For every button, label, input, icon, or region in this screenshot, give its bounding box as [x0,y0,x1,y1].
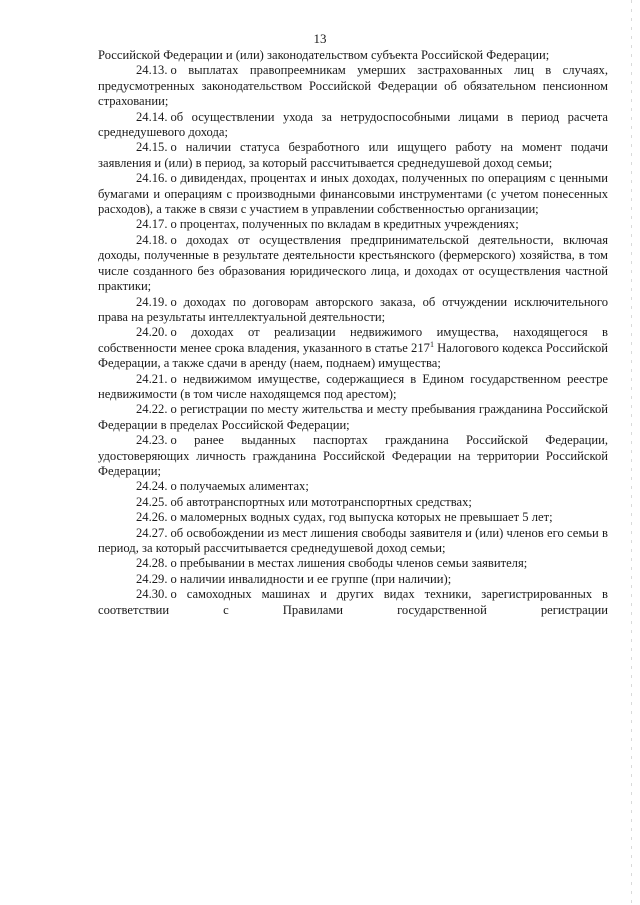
item-text: о доходах от осуществления предпринимательской деятельности, включая доходы, полученные в результате деятельности крестьянского (фермерского) хозяйства, в том числе созданного без образования юридического лица, и доходах от осуществления частной практики; [98,232,608,294]
list-item [98,433,608,479]
item-number: 24.24. [136,479,168,494]
item-text: о пребывании в местах лишения свободы членов семьи заявителя; [170,556,528,571]
page-number: 13 [313,31,327,46]
item-number: 24.23. [136,433,168,448]
list-item [98,495,608,510]
item-number: 24.17. [136,217,168,232]
list-item [98,572,608,587]
list-item [98,233,608,295]
item-number: 24.15. [136,140,168,155]
scan-edge-artifact [631,0,632,905]
list-item [98,325,608,371]
item-number: 24.30. [136,587,168,602]
item-text: о дивидендах, процентах и иных доходах, полученных по операциям с ценными бумагами и операциям с производными финансовыми инструментами (с учетом понесенных расходов), а также в связи с участием в управлении собственностью организации; [98,171,608,217]
list-item [98,587,608,618]
item-number: 24.21. [136,371,168,386]
list-item [98,140,608,171]
item-number: 24.20. [136,325,168,340]
item-number: 24.13. [136,63,168,78]
item-number: 24.28. [136,556,168,571]
item-text-continued: Налогового кодекса Российской Федерации, а также сдачи в аренду (наем, поднаем) имущества; [98,340,608,371]
list-item [98,526,608,557]
list-item [98,402,608,433]
item-text: об освобождении из мест лишения свободы заявителя и (или) членов его семьи в период, за который рассчитывается среднедушевой доход семьи; [98,525,608,555]
document-body [98,48,608,618]
item-number: 24.22. [136,402,168,417]
item-number: 24.19. [136,294,168,309]
item-text: о маломерных водных судах, год выпуска которых не превышает 5 лет; [170,510,553,525]
list-item [98,110,608,141]
item-text: об осуществлении ухода за нетрудоспособными лицами в период расчета среднедушевого дохода; [98,109,608,140]
item-text: о самоходных машинах и других видах техники, зарегистрированных в соответствии с Правилами государственной регистрации [98,587,608,617]
item-number: 24.25. [136,494,168,509]
item-number: 24.26. [136,510,168,525]
item-text: о наличии инвалидности и ее группе (при наличии); [170,571,452,586]
item-text: о наличии статуса безработного или ищущего работу на момент подачи заявления и (или) в период, за который рассчитывается среднедушевой доход семьи; [98,140,608,170]
item-number: 24.18. [136,232,168,247]
item-text: о ранее выданных паспортах гражданина Российской Федерации, удостоверяющих личность гражданина Российской Федерации на территории Российской Федерации; [98,433,608,478]
list-item [98,556,608,571]
item-number: 24.16. [136,171,168,186]
list-item [98,171,608,217]
list-item [98,510,608,525]
item-text: о недвижимом имуществе, содержащиеся в Едином государственном реестре недвижимости (в том числе находящемся под арестом); [98,371,608,401]
list-item [98,63,608,109]
intro-paragraph: Российской Федерации и (или) законодательством субъекта Российской Федерации; [98,48,550,62]
list-item [98,217,608,232]
item-text: об автотранспортных или мототранспортных средствах; [170,494,472,509]
item-text: о выплатах правопреемникам умерших застрахованных лиц в случаях, предусмотренных законодательством Российской Федерации об обязательном пенсионном страховании; [98,63,608,109]
item-number: 24.29. [136,571,168,586]
item-text: о доходах от реализации недвижимого имущества, находящегося в собственности менее срока владения, указанного в статье 217 [98,325,608,355]
item-text: о получаемых алиментах; [170,479,309,494]
list-item [98,479,608,494]
item-number: 24.27. [136,525,168,540]
item-text: о регистрации по месту жительства и месту пребывания гражданина Российской Федерации в пределах Российской Федерации; [98,402,608,432]
item-text: о процентах, полученных по вкладам в кредитных учреждениях; [170,217,519,232]
item-number: 24.14. [136,109,168,124]
list-item [98,372,608,403]
superscript: 1 [429,339,434,349]
item-text: о доходах по договорам авторского заказа, об отчуждении исключительного права на результаты интеллектуальной деятельности; [98,294,608,324]
list-item [98,295,608,326]
